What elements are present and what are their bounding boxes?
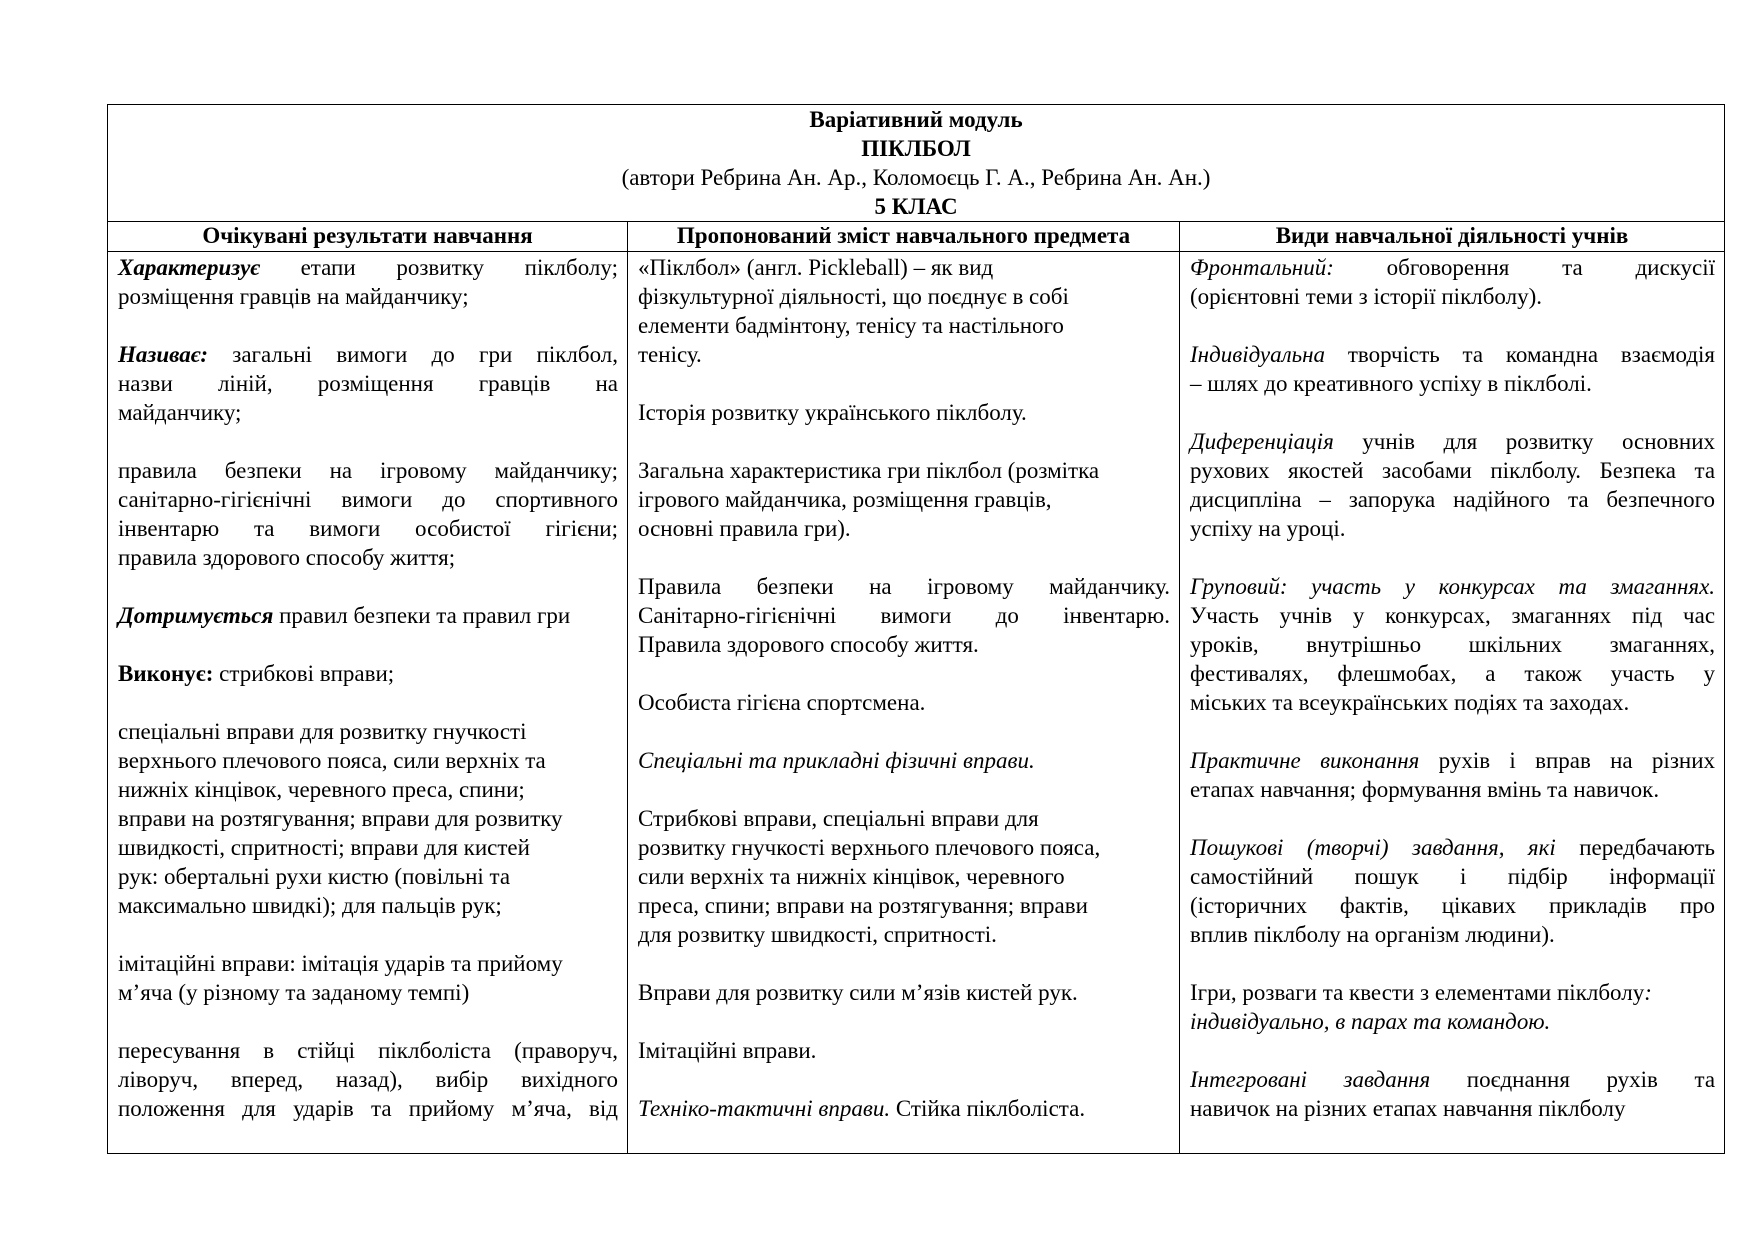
outcome-verb: Дотримується: [118, 603, 274, 628]
text-line: [1190, 427, 1715, 456]
column-header-content: Пропонований зміст навчального предмета: [628, 222, 1180, 252]
text-span: передбачають: [1555, 835, 1716, 860]
text-line: елементи бадмінтону, тенісу та настільного: [638, 313, 1064, 338]
text-line: рухових якостей засобами піклболу. Безпека та: [1190, 458, 1716, 483]
text-line: Імітаційні вправи.: [638, 1038, 817, 1063]
module-title: Варіативний модуль: [809, 107, 1023, 132]
content-cell: [628, 252, 1180, 1154]
text-line: сили верхніх та нижніх кінцівок, черевного: [638, 864, 1065, 889]
text-line: індивідуально, в парах та командою.: [1190, 1009, 1551, 1034]
text-line: [1190, 340, 1715, 369]
text-span: Індивідуальна: [1190, 342, 1326, 367]
text-span: :: [1644, 980, 1652, 1005]
text-line: майданчику;: [118, 400, 242, 425]
text-line: навичок на різних етапах навчання піклболу: [1190, 1096, 1626, 1121]
text-span: правил безпеки та правил гри: [273, 603, 571, 628]
module-name: ПІКЛБОЛ: [861, 136, 971, 161]
text-line: [1190, 746, 1715, 775]
text-line: (історичних фактів, цікавих прикладів про: [1190, 893, 1716, 918]
text-line: успіху на уроці.: [1190, 516, 1346, 541]
text-line: назви ліній, розміщення гравців на: [118, 371, 618, 396]
text-line: правила здорового способу життя;: [118, 545, 456, 570]
body-row: [108, 252, 1725, 1154]
text-span: Техніко-тактичні вправи.: [638, 1096, 891, 1121]
text-line: інвентарю та вимоги особистої гігієни;: [118, 516, 618, 541]
text-line: [118, 253, 618, 282]
text-line: санітарно-гігієнічні вимоги до спортивного: [118, 487, 618, 512]
outcomes-cell: [108, 252, 628, 1154]
text-line: основні правила гри).: [638, 516, 851, 541]
text-line: вправи на розтягування; вправи для розвитку: [118, 806, 563, 831]
text-span: загальні вимоги до гри піклбол,: [207, 342, 618, 367]
text-span: обговорення та дискусії: [1333, 255, 1716, 280]
text-line: фізкультурної діяльності, що поєднує в собі: [638, 284, 1069, 309]
authors-line: (автори Ребрина Ан. Ар., Коломоєць Г. А., Ребрина Ан. Ан.): [621, 165, 1211, 190]
text-line: розвитку гнучкості верхнього плечового пояса,: [638, 835, 1101, 860]
text-line: спеціальні вправи для розвитку гнучкості: [118, 719, 527, 744]
outcome-verb: Виконує:: [118, 661, 214, 686]
header-row: [108, 222, 1725, 252]
text-line: пересування в стійці піклболіста (праворуч,: [118, 1038, 618, 1063]
text-span: Диференціація: [1190, 429, 1334, 454]
text-line: фестивалях, флешмобах, а також участь у: [1190, 661, 1716, 686]
text-line: тенісу.: [638, 342, 702, 367]
grade-title: 5 КЛАС: [874, 194, 958, 219]
text-line: Груповий: участь у конкурсах та змаганнях.: [1190, 574, 1716, 599]
text-line: розміщення гравців на майданчику;: [118, 284, 469, 309]
text-span: Практичне виконання: [1190, 748, 1420, 773]
text-line: [118, 340, 618, 369]
text-span: рухів і вправ на різних: [1419, 748, 1716, 773]
text-line: [118, 659, 618, 688]
text-line: етапах навчання; формування вмінь та навичок.: [1190, 777, 1660, 802]
text-span: стрибкові вправи;: [213, 661, 395, 686]
title-cell: [108, 105, 1725, 222]
text-span: учнів для розвитку основних: [1333, 429, 1716, 454]
text-line: самостійний пошук і підбір інформації: [1190, 864, 1716, 889]
text-line: правила безпеки на ігровому майданчику;: [118, 458, 618, 483]
text-line: вплив піклболу на організм людини).: [1190, 922, 1555, 947]
text-line: Участь учнів у конкурсах, змаганнях під час: [1190, 603, 1716, 628]
text-line: положення для ударів та прийому м’яча, від: [118, 1096, 618, 1121]
text-line: – шлях до креативного успіху в піклболі.: [1190, 371, 1592, 396]
text-line: дисципліна – запорука надійного та безпечного: [1190, 487, 1716, 512]
text-span: творчість та командна взаємодія: [1325, 342, 1716, 367]
text-line: рук: обертальні рухи кистю (повільні та: [118, 864, 511, 889]
text-span: поєднання рухів та: [1430, 1067, 1716, 1092]
text-line: [1190, 833, 1715, 862]
text-line: імітаційні вправи: імітація ударів та прийому: [118, 951, 563, 976]
text-line: [118, 601, 618, 630]
text-line: верхнього плечового пояса, сили верхніх та: [118, 748, 546, 773]
text-span: Фронтальний:: [1190, 255, 1334, 280]
text-span: етапи розвитку піклболу;: [259, 255, 618, 280]
text-line: м’яча (у різному та заданому темпі): [118, 980, 470, 1005]
outcome-verb: Характеризує: [118, 255, 260, 280]
text-line: ігрового майданчика, розміщення гравців,: [638, 487, 1052, 512]
text-line: максимально швидкі); для пальців рук;: [118, 893, 502, 918]
text-line: ліворуч, вперед, назад), вибір вихідного: [118, 1067, 618, 1092]
column-header-activities: Види навчальної діяльності учнів: [1180, 222, 1725, 252]
text-line: швидкості, спритності; вправи для кистей: [118, 835, 530, 860]
text-line: «Піклбол» (англ. Pickleball) – як вид: [638, 255, 994, 280]
text-line: міських та всеукраїнських подіях та заходах.: [1190, 690, 1630, 715]
text-span: Інтегровані завдання: [1190, 1067, 1431, 1092]
text-line: Санітарно-гігієнічні вимоги до інвентарю.: [638, 603, 1170, 628]
text-span: Ігри, розваги та квести з елементами піклболу: [1190, 980, 1645, 1005]
text-line: [1190, 253, 1715, 282]
text-line: для розвитку швидкості, спритності.: [638, 922, 997, 947]
text-line: нижніх кінцівок, черевного преса, спини;: [118, 777, 525, 802]
text-line: Стрибкові вправи, спеціальні вправи для: [638, 806, 1039, 831]
text-span: Пошукові (творчі) завдання, які: [1190, 835, 1556, 860]
text-line: преса, спини; вправи на розтягування; вправи: [638, 893, 1088, 918]
text-line: Історія розвитку українського піклболу.: [638, 400, 1027, 425]
curriculum-table: [107, 104, 1725, 1154]
text-line: Особиста гігієна спортсмена.: [638, 690, 926, 715]
text-span: Стійка піклболіста.: [890, 1096, 1086, 1121]
text-line: [1190, 1065, 1715, 1094]
title-row: [108, 105, 1725, 222]
text-line: уроків, внутрішньо шкільних змаганнях,: [1190, 632, 1716, 657]
text-line: [1190, 978, 1715, 1007]
text-line: Вправи для розвитку сили м’язів кистей рук.: [638, 980, 1078, 1005]
text-line: (орієнтовні теми з історії піклболу).: [1190, 284, 1543, 309]
activities-cell: [1180, 252, 1725, 1154]
text-line: Правила безпеки на ігровому майданчику.: [638, 574, 1170, 599]
text-line: Спеціальні та прикладні фізичні вправи.: [638, 748, 1035, 773]
outcome-verb: Називає:: [118, 342, 208, 367]
text-line: [638, 1094, 1170, 1123]
column-header-outcomes: Очікувані результати навчання: [108, 222, 628, 252]
text-line: Правила здорового способу життя.: [638, 632, 979, 657]
text-line: Загальна характеристика гри піклбол (розмітка: [638, 458, 1100, 483]
